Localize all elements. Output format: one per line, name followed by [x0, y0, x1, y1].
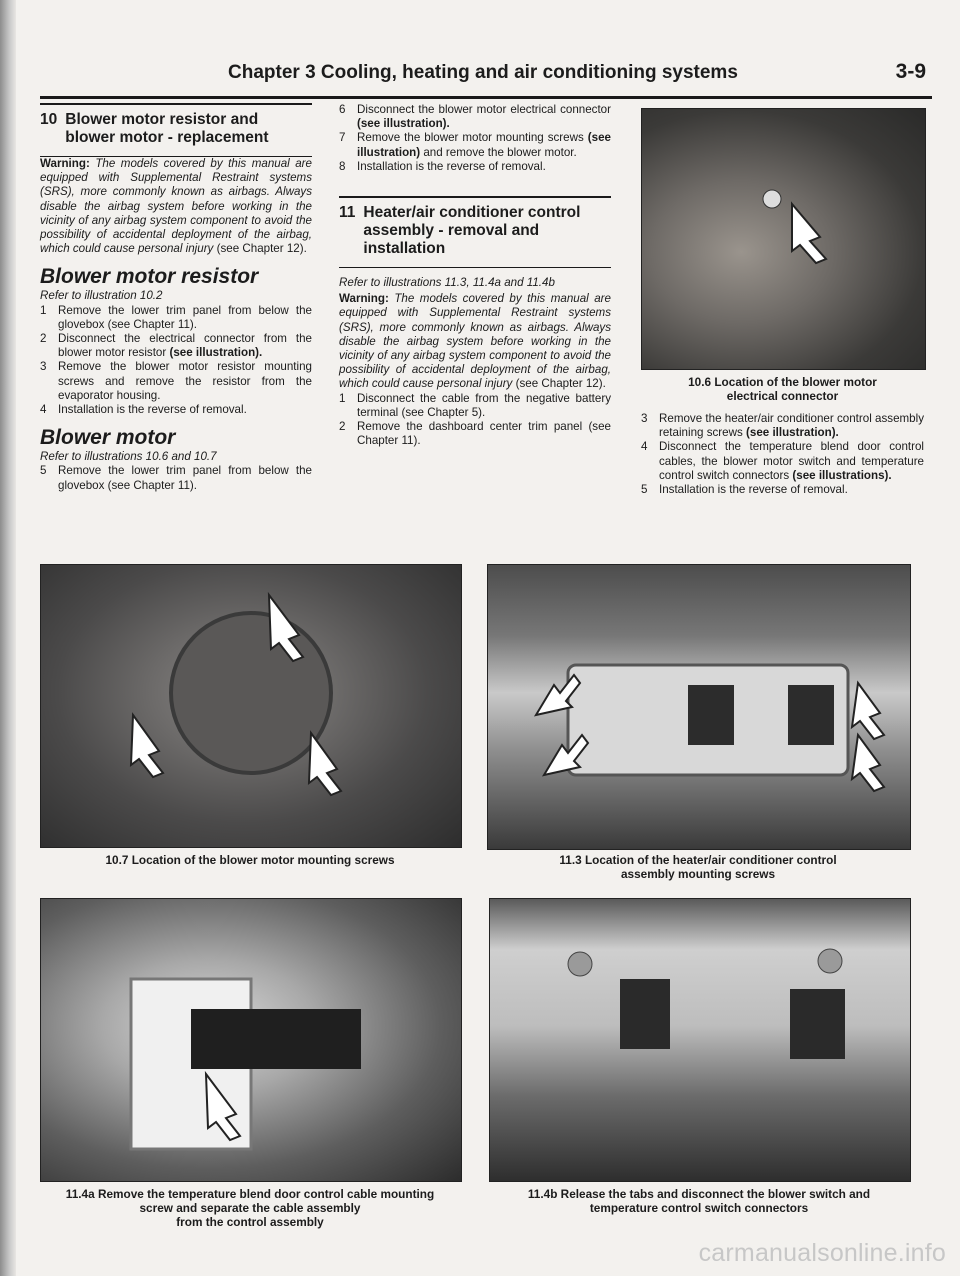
step: 6 Disconnect the blower motor electrical connector (see illustration). — [339, 103, 611, 131]
warning-paragraph: Warning: The models covered by this manual are equipped with Supplemental Restraint systems (SRS), more commonly known as airbags. Always disable the airbag system before working in the vicinity of any airbag system component to avoid the possibility of accidental deployment of the airbag, which could cause personal injury (see Chapter 12). — [40, 157, 312, 256]
caption-10-6: 10.6 Location of the blower motor electrical connector — [688, 375, 877, 403]
arrow-icon — [488, 565, 910, 849]
step: 3 Remove the blower motor resistor mounting screws and remove the resistor from the evaporator housing. — [40, 360, 312, 402]
step: 1 Disconnect the cable from the negative battery terminal (see Chapter 5). — [339, 391, 611, 419]
book-spine-shadow — [0, 0, 16, 1276]
warning-paragraph: Warning: The models covered by this manual are equipped with Supplemental Restraint systems (SRS), more commonly known as airbags. Always disable the airbag system before working in the vicinity of any airbag system component to avoid the possibility of accidental deployment of the airbag, which could cause personal injury (see Chapter 12). — [339, 292, 611, 391]
step: 5 Remove the lower trim panel from below the glovebox (see Chapter 11). — [40, 464, 312, 492]
illustration-reference: Refer to illustrations 11.3, 11.4a and 11.4b — [339, 276, 555, 290]
section-title: Heater/air conditioner control assembly - removal and installation — [363, 204, 581, 258]
step: 4 Disconnect the temperature blend door control cables, the blower motor switch and temperature control switch connectors (see illustrations). — [641, 440, 924, 482]
column-left — [40, 103, 312, 493]
step: 4 Installation is the reverse of removal. — [40, 403, 247, 417]
section-10-heading — [40, 103, 312, 157]
column-middle — [339, 103, 611, 448]
step: 3 Remove the heater/air conditioner control assembly retaining screws (see illustration). — [641, 412, 924, 440]
caption-11-3: 11.3 Location of the heater/air conditioner control assembly mounting screws — [559, 853, 837, 881]
connectors-icon — [490, 899, 910, 1181]
chapter-title: Chapter 3 Cooling, heating and air conditioning systems — [228, 62, 738, 83]
step: 5 Installation is the reverse of removal. — [641, 483, 848, 497]
illustration-reference: Refer to illustration 10.2 — [40, 289, 163, 303]
section-11-heading — [339, 196, 611, 268]
photo-switch-connectors — [489, 898, 911, 1182]
step: 2 Remove the dashboard center trim panel (see Chapter 11). — [339, 420, 611, 448]
photo-control-assembly-screws — [487, 564, 911, 850]
photo-blend-door-cable — [40, 898, 462, 1182]
arrow-icon — [41, 565, 461, 847]
illustration-reference: Refer to illustrations 10.6 and 10.7 — [40, 450, 217, 464]
section-number: 10 — [40, 111, 58, 128]
arrow-icon — [642, 109, 925, 369]
step: 7 Remove the blower motor mounting screws (see illustration) and remove the blower motor. — [339, 131, 611, 159]
page-header — [40, 60, 932, 99]
caption-11-4b: 11.4b Release the tabs and disconnect the blower switch and temperature control switch connectors — [527, 1187, 871, 1215]
page-number: 3-9 — [895, 60, 926, 83]
section-number: 11 — [339, 204, 356, 222]
arrow-icon — [41, 899, 461, 1181]
subheading-blower-motor: Blower motor — [40, 426, 176, 450]
step: 8 Installation is the reverse of removal. — [339, 159, 546, 173]
column-right — [641, 412, 924, 497]
photo-blower-motor-connector — [641, 108, 926, 370]
step: 2 Disconnect the electrical connector from the blower motor resistor (see illustration). — [40, 332, 312, 360]
caption-10-7: 10.7 Location of the blower motor mounting screws — [105, 853, 395, 867]
subheading-blower-motor-resistor: Blower motor resistor — [40, 265, 259, 289]
caption-11-4a: 11.4a Remove the temperature blend door control cable mounting screw and separate the cable assembly from the control assembly — [65, 1187, 435, 1229]
watermark: carmanualsonline.info — [698, 1239, 946, 1267]
photo-blower-motor-screws — [40, 564, 462, 848]
section-title: Blower motor resistor and blower motor - replacement — [65, 111, 269, 146]
step: 1 Remove the lower trim panel from below the glovebox (see Chapter 11). — [40, 303, 312, 331]
